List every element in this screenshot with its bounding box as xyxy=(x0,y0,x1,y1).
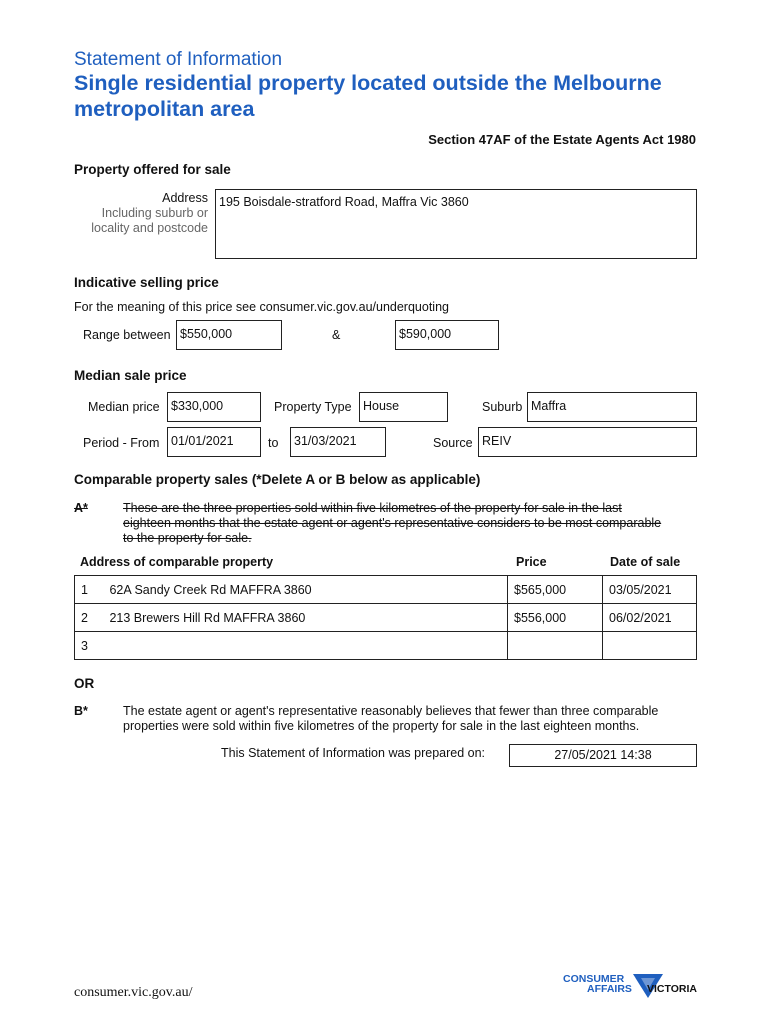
price-low-field[interactable]: $550,000 xyxy=(176,320,282,350)
prepared-date-field[interactable]: 27/05/2021 14:38 xyxy=(509,744,697,767)
indicative-heading: Indicative selling price xyxy=(74,275,219,290)
row-1-date-cell[interactable]: 03/05/2021 xyxy=(603,576,697,604)
row-address: 62A Sandy Creek Rd MAFFRA 3860 xyxy=(109,582,312,597)
option-a-marker: A* xyxy=(74,501,88,515)
option-a-line-3: to the property for sale. xyxy=(123,531,252,545)
period-from-label: Period - From xyxy=(83,436,160,450)
indicative-note: For the meaning of this price see consumer.vic.gov.au/underquoting xyxy=(74,300,449,314)
median-price-field[interactable]: $330,000 xyxy=(167,392,261,422)
address-hint-1: Including suburb or xyxy=(101,206,208,220)
suburb-field[interactable]: Maffra xyxy=(527,392,697,422)
logo-line-3: VICTORIA xyxy=(647,983,697,995)
row-2-price-cell[interactable]: $556,000 xyxy=(508,604,603,632)
row-2-address-cell[interactable] xyxy=(75,604,508,632)
address-label: Address xyxy=(162,191,208,205)
row-1-address-cell[interactable] xyxy=(75,576,508,604)
period-from-field[interactable]: 01/01/2021 xyxy=(167,427,261,457)
source-field[interactable]: REIV xyxy=(478,427,697,457)
option-a-line-1: These are the three properties sold within five kilometres of the property for sale in the last xyxy=(123,501,622,515)
document-title: Single residential property located outside the Melbourne metropolitan area xyxy=(74,71,662,121)
option-b-line-2: properties were sold within five kilometres of the property for sale in the last eighteen months. xyxy=(123,719,640,733)
row-number: 3 xyxy=(81,638,88,653)
price-high-field[interactable]: $590,000 xyxy=(395,320,499,350)
table-row xyxy=(75,576,697,604)
column-header-address: Address of comparable property xyxy=(80,555,274,569)
address-hint-2: locality and postcode xyxy=(91,221,208,235)
option-a-text xyxy=(123,501,713,546)
period-to-label: to xyxy=(268,436,279,450)
source-label: Source xyxy=(433,436,473,450)
option-b-marker: B* xyxy=(74,704,88,718)
option-b-line-1: The estate agent or agent's representative reasonably believes that fewer than three comparable xyxy=(123,704,659,718)
property-type-field[interactable]: House xyxy=(359,392,448,422)
option-b-text xyxy=(123,704,713,734)
range-label: Range between xyxy=(83,328,171,342)
logo-line-1: CONSUMER xyxy=(563,973,625,985)
period-to-field[interactable]: 31/03/2021 xyxy=(290,427,386,457)
comparable-sales-table xyxy=(74,575,697,660)
suburb-label: Suburb xyxy=(482,400,523,414)
column-header-date: Date of sale xyxy=(610,555,681,569)
prepared-label: This Statement of Information was prepared on: xyxy=(221,746,486,760)
median-price-label: Median price xyxy=(88,400,160,414)
address-label-block xyxy=(91,191,208,236)
median-heading: Median sale price xyxy=(74,368,187,383)
row-1-price-cell[interactable]: $565,000 xyxy=(508,576,603,604)
logo-line-2: AFFAIRS xyxy=(587,983,632,995)
row-number: 1 xyxy=(81,582,88,597)
column-header-price: Price xyxy=(516,555,547,569)
row-3-address-cell[interactable] xyxy=(75,632,508,660)
property-heading: Property offered for sale xyxy=(74,162,231,177)
table-row xyxy=(75,604,697,632)
option-a-line-2: eighteen months that the estate agent or agent's representative considers to be most comparable xyxy=(123,516,662,530)
comparable-heading: Comparable property sales (*Delete A or B below as applicable) xyxy=(74,472,481,487)
document-subtitle: Statement of Information xyxy=(74,49,283,70)
row-3-date-cell[interactable] xyxy=(603,632,697,660)
row-number: 2 xyxy=(81,610,88,625)
row-address: 213 Brewers Hill Rd MAFFRA 3860 xyxy=(109,610,306,625)
consumer-affairs-victoria-logo xyxy=(563,972,698,1000)
or-label: OR xyxy=(74,676,95,691)
section-reference: Section 47AF of the Estate Agents Act 1980 xyxy=(428,132,696,147)
footer-url[interactable]: consumer.vic.gov.au/ xyxy=(74,985,193,1000)
table-row xyxy=(75,632,697,660)
row-2-date-cell[interactable]: 06/02/2021 xyxy=(603,604,697,632)
row-3-price-cell[interactable] xyxy=(508,632,603,660)
property-type-label: Property Type xyxy=(274,400,352,414)
address-field[interactable]: 195 Boisdale-stratford Road, Maffra Vic 3860 xyxy=(215,189,697,259)
range-ampersand: & xyxy=(332,328,341,342)
